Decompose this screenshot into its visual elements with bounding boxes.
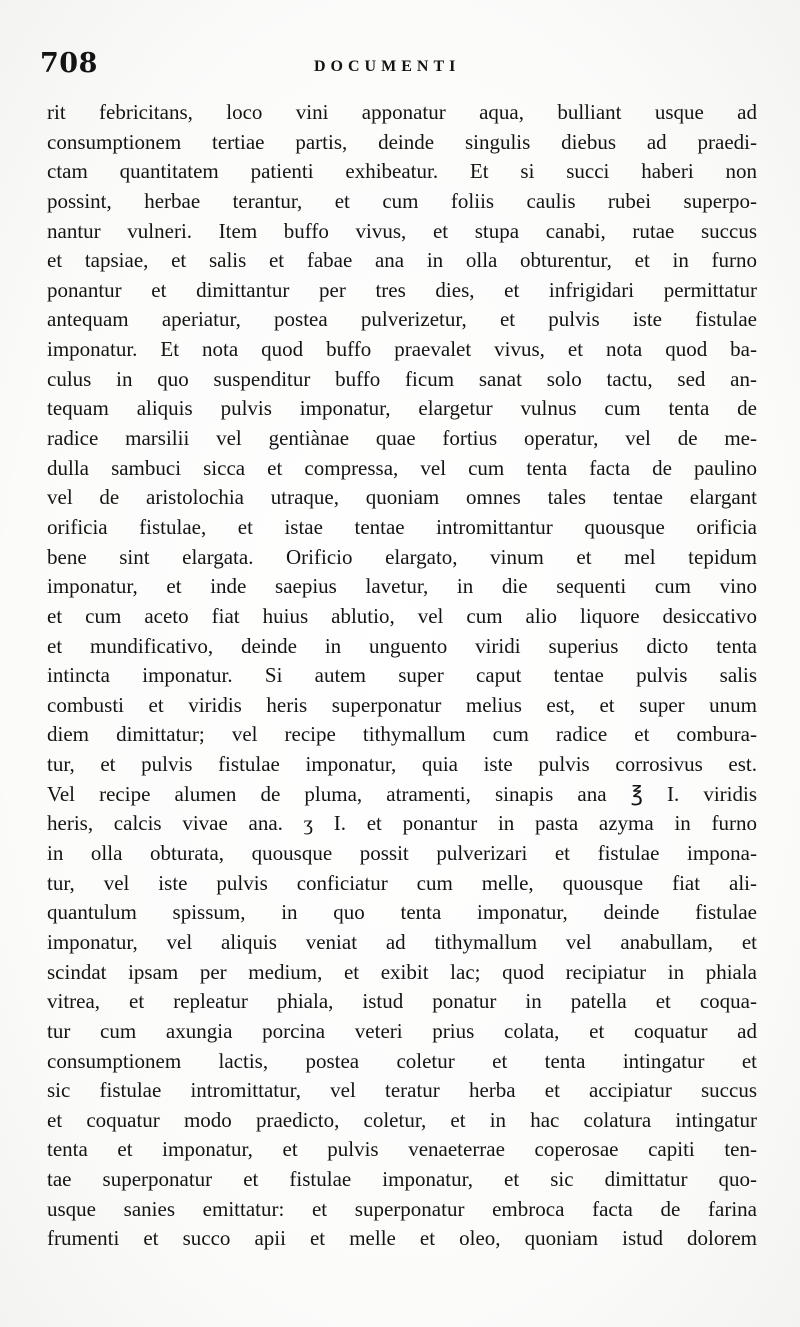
- text-line: bene sint elargata. Orificio elargato, vinum et mel tepidum: [47, 544, 757, 569]
- text-line: Vel recipe alumen de pluma, atramenti, sinapis ana ℥ I. viridis: [47, 781, 757, 806]
- text-line: imponatur, et inde saepius lavetur, in die sequenti cum vino: [47, 574, 757, 599]
- text-line: combusti et viridis heris superponatur melius est, et super unum: [47, 692, 757, 717]
- text-line: ctam quantitatem patienti exhibeatur. Et si succi haberi non: [47, 159, 757, 184]
- page-header: [40, 48, 760, 88]
- text-line: imponatur. Et nota quod buffo praevalet vivus, et nota quod ba-: [47, 337, 757, 362]
- running-head: DOCUMENTI: [314, 58, 461, 75]
- text-line: tur, vel iste pulvis conficiatur cum melle, quousque fiat ali-: [47, 870, 757, 895]
- body-text: [47, 98, 757, 1254]
- text-line: imponatur, vel aliquis veniat ad tithymallum vel anabullam, et: [47, 929, 757, 954]
- text-line: quantulum spissum, in quo tenta imponatur, deinde fistulae: [47, 900, 757, 925]
- text-line: heris, calcis vivae ana. ʒ I. et ponantur in pasta azyma in furno: [47, 811, 757, 836]
- text-line: tenta et imponatur, et pulvis venaeterrae coperosae capiti ten-: [47, 1137, 757, 1162]
- text-line: sic fistulae intromittatur, vel teratur herba et accipiatur succus: [47, 1078, 757, 1103]
- text-line: tur cum axungia porcina veteri prius colata, et coquatur ad: [47, 1018, 757, 1043]
- text-line: tequam aliquis pulvis imponatur, elargetur vulnus cum tenta de: [47, 396, 757, 421]
- text-line: usque sanies emittatur: et superponatur embroca facta de farina: [47, 1196, 757, 1221]
- text-line: consumptionem lactis, postea coletur et tenta intingatur et: [47, 1048, 757, 1073]
- text-line: possint, herbae terantur, et cum foliis caulis rubei superpo-: [47, 188, 757, 213]
- text-line: scindat ipsam per medium, et exibit lac; quod recipiatur in phiala: [47, 959, 757, 984]
- text-line: radice marsilii vel gentiànae quae fortius operatur, vel de me-: [47, 426, 757, 451]
- page-number: 708: [40, 48, 98, 79]
- text-line: et coquatur modo praedicto, coletur, et in hac colatura intingatur: [47, 1107, 757, 1132]
- text-line: frumenti et succo apii et melle et oleo, quoniam istud dolorem: [47, 1226, 757, 1251]
- text-line: consumptionem tertiae partis, deinde singulis diebus ad praedi-: [47, 129, 757, 154]
- text-line: nantur vulneri. Item buffo vivus, et stupa canabi, rutae succus: [47, 218, 757, 243]
- text-line: et mundificativo, deinde in unguento viridi superius dicto tenta: [47, 633, 757, 658]
- text-line: dulla sambuci sicca et compressa, vel cum tenta facta de paulino: [47, 455, 757, 480]
- text-line: ponantur et dimittantur per tres dies, et infrigidari permittatur: [47, 277, 757, 302]
- text-line: in olla obturata, quousque possit pulverizari et fistulae impona-: [47, 841, 757, 866]
- text-line: orificia fistulae, et istae tentae intromittantur quousque orificia: [47, 514, 757, 539]
- text-line: tae superponatur et fistulae imponatur, et sic dimittatur quo-: [47, 1167, 757, 1192]
- text-line: intincta imponatur. Si autem super caput tentae pulvis salis: [47, 663, 757, 688]
- text-line: antequam aperiatur, postea pulverizetur, et pulvis iste fistulae: [47, 307, 757, 332]
- text-line: diem dimittatur; vel recipe tithymallum cum radice et combura-: [47, 722, 757, 747]
- text-line: culus in quo suspenditur buffo ficum sanat solo tactu, sed an-: [47, 366, 757, 391]
- text-line: vitrea, et repleatur phiala, istud ponatur in patella et coqua-: [47, 989, 757, 1014]
- text-line: tur, et pulvis fistulae imponatur, quia iste pulvis corrosivus est.: [47, 752, 757, 777]
- text-line: et cum aceto fiat huius ablutio, vel cum alio liquore desiccativo: [47, 603, 757, 628]
- text-line: vel de aristolochia utraque, quoniam omnes tales tentae elargant: [47, 485, 757, 510]
- text-line: rit febricitans, loco vini apponatur aqua, bulliant usque ad: [47, 100, 757, 124]
- text-line: et tapsiae, et salis et fabae ana in olla obturentur, et in furno: [47, 248, 757, 273]
